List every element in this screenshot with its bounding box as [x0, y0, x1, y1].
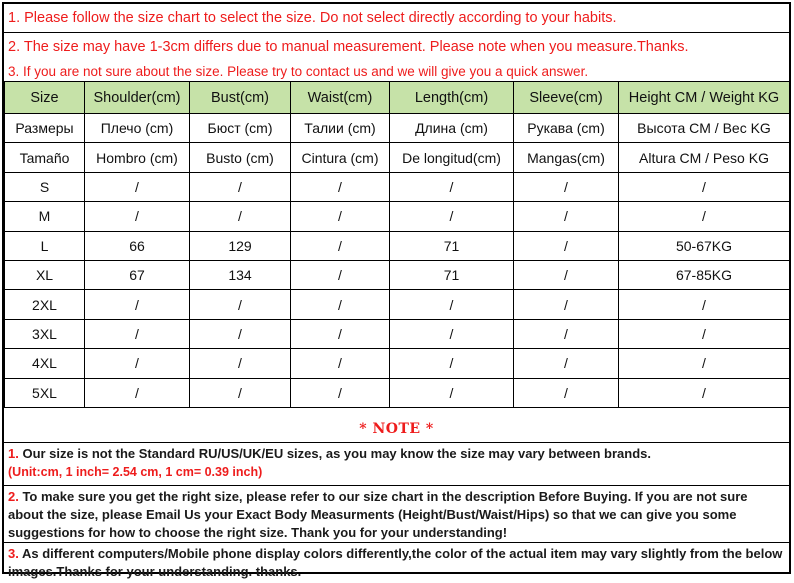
table-cell: Hombro (cm): [85, 143, 190, 172]
table-cell: /: [619, 202, 790, 231]
table-cell: /: [514, 290, 619, 319]
header-cell: Waist(cm): [291, 82, 390, 114]
header-cell: Shoulder(cm): [85, 82, 190, 114]
table-cell: /: [291, 378, 390, 407]
size-chart-sheet: [2, 2, 791, 579]
table-row: [5, 319, 790, 348]
note-1-text: Our size is not the Standard RU/US/UK/EU sizes, as you may know the size may vary between brands.: [18, 446, 651, 461]
table-cell: 66: [85, 231, 190, 260]
table-cell: Рукава (cm): [514, 114, 619, 143]
table-cell: Плечо (cm): [85, 114, 190, 143]
table-cell: /: [291, 349, 390, 378]
table-cell: Busto (cm): [190, 143, 291, 172]
size-table: [4, 81, 790, 408]
table-cell: De longitud(cm): [390, 143, 514, 172]
table-cell: 129: [190, 231, 291, 260]
table-cell: /: [291, 231, 390, 260]
table-row: [5, 231, 790, 260]
table-cell: Altura CM / Peso KG: [619, 143, 790, 172]
table-cell: Mangas(cm): [514, 143, 619, 172]
table-cell: /: [85, 378, 190, 407]
table-cell: /: [619, 290, 790, 319]
table-row: [5, 172, 790, 201]
size-table-body: [5, 82, 790, 408]
note-1-number: 1.: [8, 446, 19, 461]
table-cell: 50-67KG: [619, 231, 790, 260]
table-cell: 3XL: [5, 319, 85, 348]
table-row: [5, 260, 790, 289]
table-cell: /: [514, 319, 619, 348]
table-cell: /: [85, 172, 190, 201]
table-cell: /: [390, 172, 514, 201]
note-3-number: 3.: [8, 546, 19, 561]
table-cell: /: [85, 319, 190, 348]
table-cell: /: [291, 172, 390, 201]
table-cell: /: [514, 231, 619, 260]
note-1-unit: (Unit:cm, 1 inch= 2.54 cm, 1 cm= 0.39 inch): [8, 465, 263, 479]
table-cell: Размеры: [5, 114, 85, 143]
table-cell: /: [390, 349, 514, 378]
table-row: [5, 290, 790, 319]
top-notes: [4, 4, 789, 81]
table-cell: /: [390, 378, 514, 407]
table-cell: /: [291, 319, 390, 348]
note-2-number: 2.: [8, 489, 19, 504]
table-cell: /: [190, 378, 291, 407]
table-cell: 67-85KG: [619, 260, 790, 289]
note-section: [4, 416, 789, 583]
table-cell: /: [514, 378, 619, 407]
spanish-label-row: [5, 143, 790, 172]
table-row: [5, 202, 790, 231]
table-cell: /: [619, 319, 790, 348]
table-cell: /: [514, 349, 619, 378]
table-cell: Бюст (cm): [190, 114, 291, 143]
table-cell: /: [390, 319, 514, 348]
top-note-2: 2. The size may have 1-3cm differs due to manual measurement. Please note when you measure.Thanks.: [8, 39, 689, 55]
table-cell: /: [85, 349, 190, 378]
header-row: [5, 82, 790, 114]
table-cell: /: [619, 172, 790, 201]
header-cell: Bust(cm): [190, 82, 291, 114]
table-cell: 2XL: [5, 290, 85, 319]
table-cell: Высота CM / Вес KG: [619, 114, 790, 143]
table-cell: /: [619, 378, 790, 407]
top-note-3: 3. If you are not sure about the size. Please try to contact us and we will give you a quick answer.: [8, 64, 589, 79]
table-cell: /: [291, 290, 390, 319]
table-cell: /: [190, 202, 291, 231]
table-cell: S: [5, 172, 85, 201]
table-cell: 71: [390, 260, 514, 289]
table-cell: Талии (cm): [291, 114, 390, 143]
table-cell: /: [619, 349, 790, 378]
table-cell: /: [390, 202, 514, 231]
table-cell: /: [190, 172, 291, 201]
table-cell: 5XL: [5, 378, 85, 407]
table-cell: /: [85, 290, 190, 319]
table-cell: XL: [5, 260, 85, 289]
note-title: * NOTE *: [359, 421, 434, 437]
table-row: [5, 378, 790, 407]
table-cell: L: [5, 231, 85, 260]
header-cell: Length(cm): [390, 82, 514, 114]
top-note-1: 1. Please follow the size chart to select the size. Do not select directly according to your habits.: [4, 4, 789, 33]
table-cell: /: [190, 319, 291, 348]
russian-label-row: [5, 114, 790, 143]
table-cell: /: [85, 202, 190, 231]
table-cell: Tamaño: [5, 143, 85, 172]
header-cell: Height CM / Weight KG: [619, 82, 790, 114]
table-cell: 67: [85, 260, 190, 289]
note-2: [4, 485, 789, 542]
table-cell: /: [514, 260, 619, 289]
table-cell: /: [514, 172, 619, 201]
note-3-text: As different computers/Mobile phone display colors differently,the color of the actual item may vary slightly from the below images.Thanks for your understanding. thanks.: [8, 546, 783, 579]
table-cell: M: [5, 202, 85, 231]
table-cell: /: [190, 290, 291, 319]
table-row: [5, 349, 790, 378]
table-cell: /: [291, 260, 390, 289]
note-2-text: To make sure you get the right size, please refer to our size chart in the description Before Buying. If you are not sure about the size, please Email Us your Exact Body Measurments (Height/Bust/Waist/Hips) so that we can give you some suggestions for how to choose the right size. Thank you for your understanding!: [8, 489, 748, 540]
table-cell: /: [390, 290, 514, 319]
table-cell: /: [291, 202, 390, 231]
table-cell: 71: [390, 231, 514, 260]
table-cell: 134: [190, 260, 291, 289]
table-cell: /: [190, 349, 291, 378]
header-cell: Size: [5, 82, 85, 114]
table-cell: Cintura (cm): [291, 143, 390, 172]
table-cell: 4XL: [5, 349, 85, 378]
header-cell: Sleeve(cm): [514, 82, 619, 114]
table-cell: Длина (cm): [390, 114, 514, 143]
note-1: [4, 442, 789, 485]
table-cell: /: [514, 202, 619, 231]
